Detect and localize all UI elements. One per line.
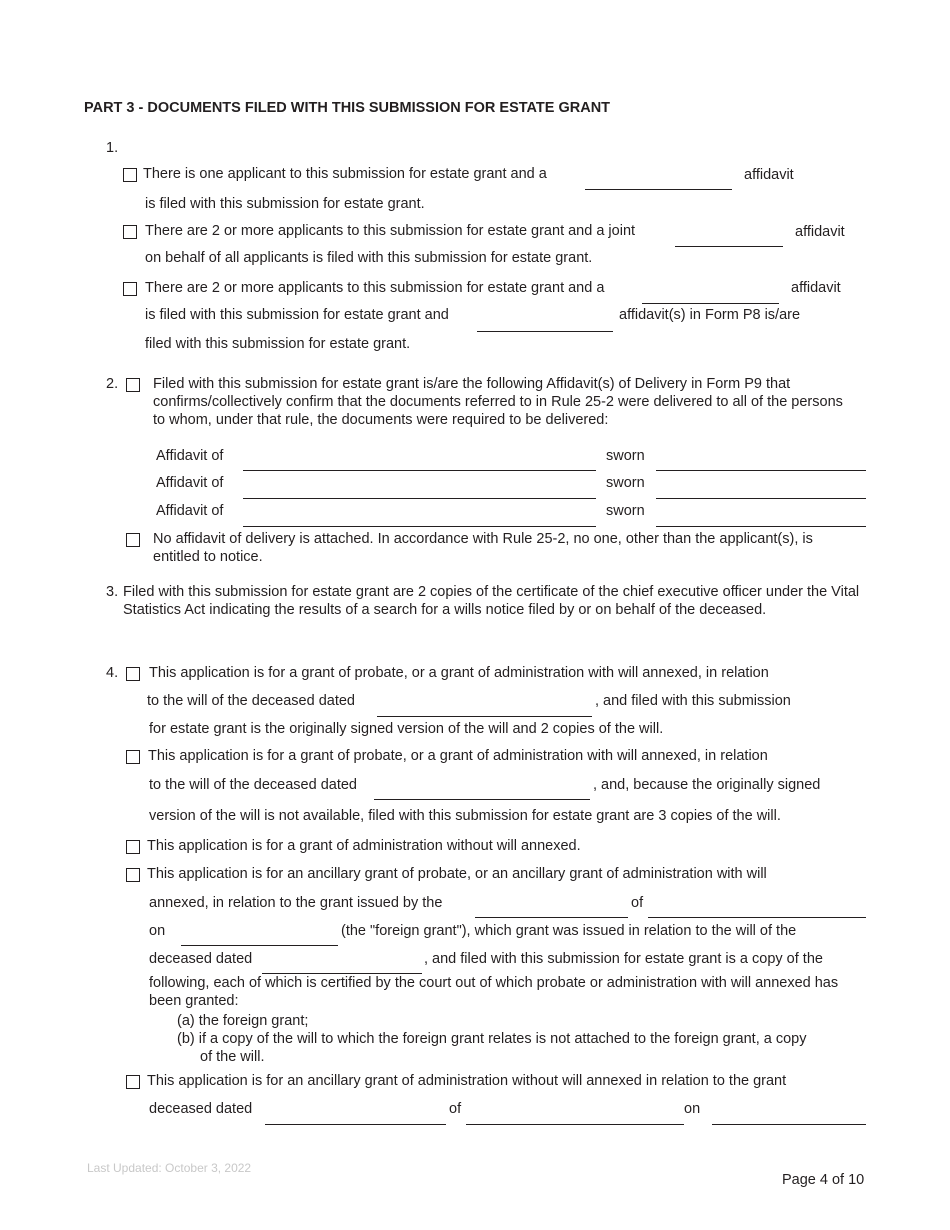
probate-original-will-text-4: for estate grant is the originally signed version of the will and 2 copies of the will. bbox=[149, 721, 664, 737]
ancillary-without-will-on-date-field[interactable] bbox=[712, 1124, 866, 1125]
sworn-date-field-2[interactable] bbox=[656, 498, 866, 499]
checkbox-affidavits-of-delivery[interactable] bbox=[126, 378, 140, 392]
part-3-heading: PART 3 - DOCUMENTS FILED WITH THIS SUBMISSION FOR ESTATE GRANT bbox=[84, 100, 611, 116]
issuing-court-field[interactable] bbox=[475, 917, 628, 918]
multiple-applicants-text-end: filed with this submission for estate grant. bbox=[145, 336, 411, 352]
affidavits-of-delivery-text: Filed with this submission for estate grant is/are the following Affidavit(s) of Delivery in Form P9 that confirms/collectively confirm that the documents referred to in Rule 25-2 were delivered to all of the persons to whom, under that rule, the documents were required to be delivered: bbox=[153, 376, 843, 428]
foreign-grant-text: (the "foreign grant"), which grant was issued in relation to the will of the bbox=[341, 923, 797, 939]
joint-applicants-text-cont: on behalf of all applicants is filed with this submission for estate grant. bbox=[145, 250, 593, 266]
checkbox-joint-applicants[interactable] bbox=[123, 225, 137, 239]
affidavit-of-name-field-1[interactable] bbox=[243, 470, 596, 471]
vital-statistics-certificate-text: Filed with this submission for estate grant are 2 copies of the certificate of the chief executive officer under the Vital Statistics Act indicating the results of a search for a wills notice filed by or on behalf of the deceased. bbox=[123, 584, 860, 618]
administration-without-will-text: This application is for a grant of administration without will annexed. bbox=[147, 838, 581, 854]
ancillary-without-will-deceased-dated-label: deceased dated bbox=[149, 1101, 253, 1117]
ancillary-certified-text: following, each of which is certified by the court out of which probate or administration with will annexed has been granted: bbox=[149, 975, 839, 1009]
item-3-number: 3. bbox=[106, 584, 119, 600]
ancillary-filed-text: , and filed with this submission for estate grant is a copy of the bbox=[424, 951, 823, 967]
checkbox-one-applicant[interactable] bbox=[123, 168, 137, 182]
affidavit-of-label-3: Affidavit of bbox=[156, 503, 224, 519]
ancillary-of-label: of bbox=[631, 895, 644, 911]
probate-copies-text-3: , and, because the originally signed bbox=[593, 777, 821, 793]
multiple-affidavit-label: affidavit bbox=[791, 280, 841, 296]
form-p8-text: affidavit(s) in Form P8 is/are bbox=[619, 307, 801, 323]
sworn-date-field-3[interactable] bbox=[656, 526, 866, 527]
no-affidavit-of-delivery-text: No affidavit of delivery is attached. In accordance with Rule 25-2, no one, other than the applicant(s), is entitled to notice. bbox=[153, 531, 813, 565]
will-date-field-original[interactable] bbox=[377, 716, 592, 717]
joint-applicants-text: There are 2 or more applicants to this submission for estate grant and a joint bbox=[145, 223, 636, 239]
multiple-applicants-text: There are 2 or more applicants to this submission for estate grant and a bbox=[145, 280, 605, 296]
checkbox-no-affidavit-of-delivery[interactable] bbox=[126, 533, 140, 547]
item-1-number: 1. bbox=[106, 140, 119, 156]
checkbox-multiple-applicants[interactable] bbox=[123, 282, 137, 296]
probate-original-will-text-3: , and filed with this submission bbox=[595, 693, 791, 709]
one-applicant-text-cont: is filed with this submission for estate grant. bbox=[145, 196, 425, 212]
ancillary-without-will-on-label: on bbox=[684, 1101, 701, 1117]
affidavit-of-label-1: Affidavit of bbox=[156, 448, 224, 464]
one-applicant-text: There is one applicant to this submission for estate grant and a bbox=[143, 166, 547, 182]
checkbox-grant-of-probate-original-will[interactable] bbox=[126, 667, 140, 681]
item-4-number: 4. bbox=[106, 665, 119, 681]
will-date-field-copies[interactable] bbox=[374, 799, 590, 800]
probate-copies-text: This application is for a grant of probate, or a grant of administration with will annexed, in relation bbox=[148, 748, 768, 764]
ancillary-without-will-jurisdiction-field[interactable] bbox=[466, 1124, 684, 1125]
ancillary-on-label: on bbox=[149, 923, 166, 939]
sworn-label-1: sworn bbox=[606, 448, 645, 464]
page-number: Page 4 of 10 bbox=[782, 1172, 865, 1188]
last-updated-footer: Last Updated: October 3, 2022 bbox=[87, 1161, 252, 1175]
one-applicant-affidavit-label: affidavit bbox=[744, 167, 794, 183]
probate-copies-text-2: to the will of the deceased dated bbox=[149, 777, 357, 793]
probate-original-will-text: This application is for a grant of probate, or a grant of administration with will annexed, in relation bbox=[149, 665, 769, 681]
probate-copies-text-4: version of the will is not available, filed with this submission for estate grant are 3 copies of the will. bbox=[149, 808, 781, 824]
probate-original-will-text-2: to the will of the deceased dated bbox=[147, 693, 355, 709]
checkbox-ancillary-grant-with-will[interactable] bbox=[126, 868, 140, 882]
joint-affidavit-label: affidavit bbox=[795, 224, 845, 240]
checkbox-administration-without-will[interactable] bbox=[126, 840, 140, 854]
joint-affidavit-type-field[interactable] bbox=[675, 246, 783, 247]
sworn-label-3: sworn bbox=[606, 503, 645, 519]
ancillary-without-will-text: This application is for an ancillary grant of administration without will annexed in relation to the grant bbox=[147, 1073, 787, 1089]
affidavit-of-name-field-2[interactable] bbox=[243, 498, 596, 499]
sworn-date-field-1[interactable] bbox=[656, 470, 866, 471]
ancillary-grant-with-will-text: This application is for an ancillary grant of probate, or an ancillary grant of administration with will bbox=[147, 866, 767, 882]
affidavit-of-name-field-3[interactable] bbox=[243, 526, 596, 527]
ancillary-without-will-of-label: of bbox=[449, 1101, 462, 1117]
ancillary-without-will-date-field[interactable] bbox=[265, 1124, 446, 1125]
p8-affidavit-type-field[interactable] bbox=[477, 331, 613, 332]
ancillary-deceased-dated-label: deceased dated bbox=[149, 951, 253, 967]
sworn-label-2: sworn bbox=[606, 475, 645, 491]
affidavit-of-label-2: Affidavit of bbox=[156, 475, 224, 491]
ancillary-grant-with-will-text-2: annexed, in relation to the grant issued by the bbox=[149, 895, 443, 911]
multiple-affidavit-type-field[interactable] bbox=[642, 303, 779, 304]
item-2-number: 2. bbox=[106, 376, 119, 392]
ancillary-item-b-cont: of the will. bbox=[200, 1049, 265, 1065]
foreign-grant-date-field[interactable] bbox=[181, 945, 338, 946]
one-applicant-affidavit-type-field[interactable] bbox=[585, 189, 732, 190]
multiple-applicants-text-cont: is filed with this submission for estate grant and bbox=[145, 307, 449, 323]
ancillary-item-b: (b) if a copy of the will to which the foreign grant relates is not attached to the foreign grant, a copy bbox=[177, 1031, 807, 1047]
checkbox-grant-of-probate-copies[interactable] bbox=[126, 750, 140, 764]
checkbox-ancillary-grant-without-will[interactable] bbox=[126, 1075, 140, 1089]
issuing-jurisdiction-field[interactable] bbox=[648, 917, 866, 918]
ancillary-item-a: (a) the foreign grant; bbox=[177, 1013, 309, 1029]
